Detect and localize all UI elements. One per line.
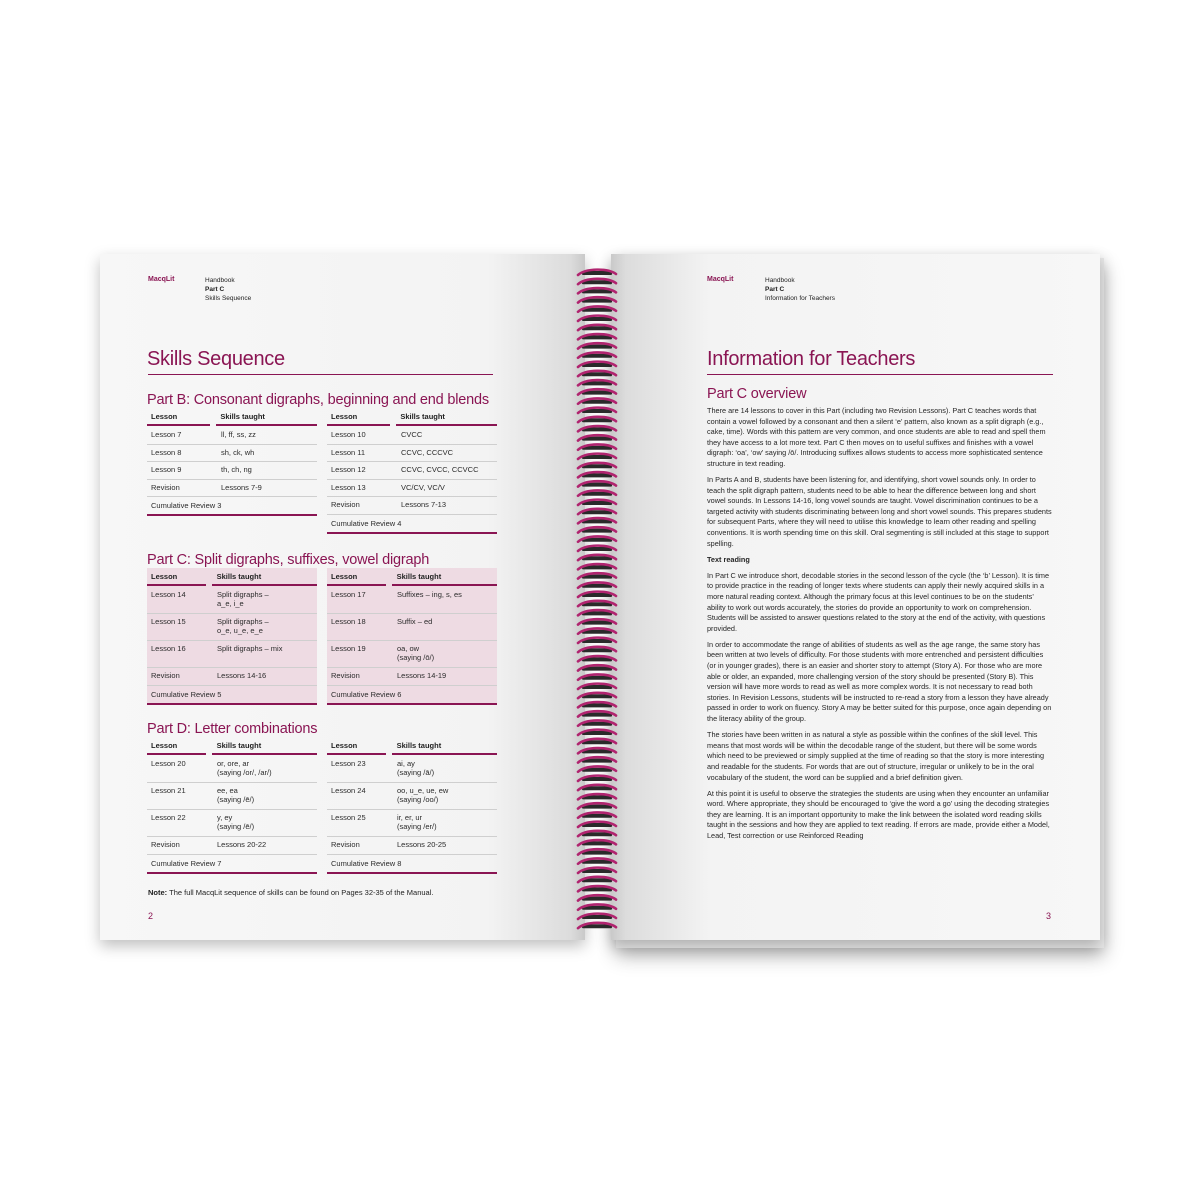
table-row <box>327 810 497 837</box>
spiral-coil <box>578 656 616 661</box>
spiral-coil <box>578 343 616 348</box>
spiral-coil <box>578 822 616 827</box>
lesson-cell: Lesson 21 <box>151 786 186 795</box>
spiral-coil <box>578 288 616 293</box>
running-head-line: Handbook <box>205 277 235 284</box>
column-header: Skills taught <box>400 411 445 421</box>
skills-table <box>147 568 317 705</box>
paragraph: In order to accommodate the range of abilities of students as well as the age range, the same story has been written at two levels of difficulty. For those students with more entrenched and persistent difficulties (or in younger grades), there is an easier and shorter story to attempt (Story A). For those who are more able or older, an expanded, more challenging version of the story should be presented (Story B). This version will have more words to read as well as more complex words. It is not necessary to read both stories. In Revision Lessons, students will be instructed to re-read a story from a lesson they have already passed in order to work on fluency. Story A may be better suited for this purpose, once again depending on the literacy ability of the group. <box>707 639 1052 724</box>
lesson-cell: Lesson 20 <box>151 759 186 768</box>
subheading: Text reading <box>707 554 750 564</box>
spiral-coil <box>578 619 616 624</box>
column-header: Skills taught <box>396 571 442 581</box>
skill-cell: oa, ow (saying /ō/) <box>397 644 435 662</box>
running-head-line: Information for Teachers <box>765 295 835 302</box>
skill-cell: Suffix – ed <box>397 617 433 626</box>
table-row <box>147 427 317 445</box>
lesson-cell: Lesson 23 <box>331 759 366 768</box>
spiral-coil <box>578 739 616 744</box>
spiral-coil <box>578 748 616 753</box>
skill-cell: oo, u_e, ue, ew (saying /oo/) <box>397 786 449 804</box>
lesson-cell: Lesson 19 <box>331 644 366 653</box>
skill-cell: th, ch, ng <box>221 465 252 474</box>
page-title: Information for Teachers <box>707 348 916 370</box>
skill-cell: CCVC, CVCC, CCVCC <box>401 465 479 474</box>
lesson-cell: Revision <box>331 500 360 509</box>
skill-cell: Split digraphs – a_e, i_e <box>217 590 269 608</box>
spiral-coil <box>578 895 616 900</box>
spiral-coil <box>578 711 616 716</box>
lesson-cell: Lesson 18 <box>331 617 366 626</box>
column-header: Lesson <box>331 411 358 421</box>
paragraph: In Part C we introduce short, decodable stories in the second lesson of the cycle (the ‘b’ Lesson). It is time to provide practice in the reading of longer texts where students can apply their newly acquired skills in a more natural reading context. Although the primary focus at this level continues to be on the students’ ability to work out words accurately, the stories do provide an opportunity to work on comprehension. Students will be assisted to answer questions related to the story at the end of the activity, with questions provided. <box>707 570 1050 633</box>
spiral-coil <box>578 849 616 854</box>
spiral-coil <box>578 398 616 403</box>
spiral-coil <box>578 417 616 422</box>
section-heading: Part D: Letter combinations <box>147 721 318 737</box>
table-row <box>327 668 497 686</box>
skill-cell: sh, ck, wh <box>221 447 255 457</box>
spiral-coil <box>578 500 616 505</box>
table-row <box>327 641 497 668</box>
spiral-coil <box>578 858 616 863</box>
paragraph: There are 14 lessons to cover in this Part (including two Revision Lessons). Part C teaches words that contain a vowel followed by a consonant and then a silent ‘e’ pattern, also known as a split digraph (e.g., cake, time). Words with this pattern are very common, and once students are able to read and spell them they have access to a lot more text. Part C then moves on to useful suffixes and finishes with a vowel digraph: ‘oa’, ‘ow’ saying /ō/. Introducing suffixes allows students to access more sophisticated sentence structure in text reading. <box>707 406 1046 468</box>
lesson-cell: Lesson 8 <box>151 447 182 457</box>
spiral-coil <box>578 730 616 735</box>
running-head-line: Skills Sequence <box>205 295 252 302</box>
skill-cell: ee, ea (saying /ē/) <box>217 786 255 804</box>
table-row <box>327 783 497 810</box>
skill-cell: y, ey (saying /ē/) <box>217 813 255 831</box>
lesson-cell: Lesson 16 <box>151 644 186 653</box>
table-row <box>147 756 317 783</box>
column-header: Lesson <box>151 740 178 750</box>
spiral-coil <box>578 426 616 431</box>
spiral-coil <box>578 720 616 725</box>
column-header: Skills taught <box>220 411 265 421</box>
table-row <box>147 810 317 837</box>
brand-logo: MacqLit <box>707 276 734 283</box>
spiral-coil <box>578 757 616 762</box>
table-row <box>327 497 497 515</box>
table-row <box>147 587 317 614</box>
spiral-coil <box>578 647 616 652</box>
spiral-coil <box>578 601 616 606</box>
table-header <box>147 568 317 584</box>
spiral-coil <box>578 573 616 578</box>
spiral-coil <box>578 389 616 394</box>
table-row <box>327 614 497 641</box>
spiral-coil <box>578 527 616 532</box>
title-rule <box>148 374 493 375</box>
table-row <box>147 783 317 810</box>
skill-cell: ll, ff, ss, zz <box>221 430 256 439</box>
spiral-coil <box>578 592 616 597</box>
spiral-coil <box>578 325 616 330</box>
spiral-coil <box>578 868 616 873</box>
column-header: Lesson <box>331 740 358 750</box>
running-head-line: Part C <box>205 286 225 293</box>
lesson-cell: Lesson 9 <box>151 465 182 474</box>
section-heading: Part C overview <box>707 386 807 402</box>
table-row <box>327 427 497 445</box>
spiral-coil <box>578 536 616 541</box>
cumulative-review: Cumulative Review 6 <box>327 686 497 705</box>
table-row <box>327 837 497 855</box>
skill-cell: or, ore, ar (saying /or/, /ar/) <box>217 759 272 777</box>
spiral-coil <box>578 693 616 698</box>
cumulative-review: Cumulative Review 4 <box>327 515 497 534</box>
left-page <box>100 254 585 940</box>
running-head-line: Part C <box>765 286 785 293</box>
spiral-coil <box>578 665 616 670</box>
spiral-coil <box>578 362 616 367</box>
spiral-coil <box>578 610 616 615</box>
section-heading: Part B: Consonant digraphs, beginning and end blends <box>147 392 489 408</box>
table-row <box>147 668 317 686</box>
skill-cell: ai, ay (saying /ā/) <box>397 759 435 777</box>
spiral-coil <box>578 785 616 790</box>
spiral-coil <box>578 444 616 449</box>
table-row <box>147 462 317 480</box>
column-header: Lesson <box>151 571 178 581</box>
footnote <box>148 888 433 897</box>
table-row <box>327 462 497 480</box>
spiral-coil <box>578 803 616 808</box>
column-header: Skills taught <box>216 740 262 750</box>
skill-cell: CCVC, CCCVC <box>401 447 454 457</box>
running-head <box>205 276 251 303</box>
column-header: Lesson <box>331 571 358 581</box>
skill-cell: CVCC <box>401 430 423 439</box>
skill-cell: Lessons 14-16 <box>217 671 267 680</box>
table-row <box>147 641 317 668</box>
lesson-cell: Lesson 7 <box>151 430 182 439</box>
page-title: Skills Sequence <box>147 348 285 370</box>
spiral-coil <box>578 435 616 440</box>
lesson-cell: Lesson 13 <box>331 482 366 492</box>
spiral-coil <box>578 316 616 321</box>
table-row <box>327 445 497 463</box>
table-header <box>327 568 497 584</box>
spiral-coil <box>578 776 616 781</box>
skill-cell: Suffixes – ing, s, es <box>397 590 462 599</box>
skill-cell: Lessons 14-19 <box>397 671 447 680</box>
note-text: The full MacqLit sequence of skills can be found on Pages 32-35 of the Manual. <box>167 888 434 897</box>
skill-cell: Lessons 20-22 <box>217 840 267 849</box>
skill-cell: Split digraphs – o_e, u_e, e_e <box>217 617 269 635</box>
spiral-coil <box>578 831 616 836</box>
table-row <box>327 587 497 614</box>
page-number: 2 <box>148 911 154 921</box>
section-heading: Part C: Split digraphs, suffixes, vowel digraph <box>147 552 430 568</box>
column-header: Skills taught <box>396 740 442 750</box>
skills-table <box>147 408 317 516</box>
lesson-cell: Lesson 25 <box>331 813 366 822</box>
spiral-coil <box>578 472 616 477</box>
spiral-coil <box>578 702 616 707</box>
spiral-coil <box>578 564 616 569</box>
spiral-coil <box>578 546 616 551</box>
spiral-coil <box>578 794 616 799</box>
skills-table <box>327 737 497 874</box>
lesson-cell: Lesson 12 <box>331 465 366 474</box>
spiral-coil <box>578 582 616 587</box>
spiral-coil <box>578 674 616 679</box>
cumulative-review: Cumulative Review 5 <box>147 686 317 705</box>
spiral-binding <box>572 254 622 940</box>
spiral-coil <box>578 380 616 385</box>
skills-table <box>147 737 317 874</box>
spiral-coil <box>578 481 616 486</box>
spiral-coil <box>578 628 616 633</box>
paragraph: In Parts A and B, students have been listening for, and identifying, short vowel sounds only. In order to teach the split digraph pattern, students need to be able to hear the difference between long and short vowel sounds. In Lessons 14-16, long vowel sounds are taught. Vowel discrimination continues to be a targeted activity with students discriminating between long and short vowel sounds. This prepares students for subsequent Parts, where they will need to utilise this knowledge to learn other reading and spelling conventions. It is worth spending time on this skill. Oral segmenting is still included at this stage to support spelling. <box>707 475 1052 548</box>
spiral-coil <box>578 518 616 523</box>
spiral-coil <box>578 297 616 302</box>
spiral-coil <box>578 638 616 643</box>
lesson-cell: Lesson 14 <box>151 590 186 599</box>
paragraph: At this point it is useful to observe the strategies the students are using when they encounter an unfamiliar word. Where appropriate, they should be encouraged to ‘give the word a go’ using the decoding strategies they are learning. It is an important opportunity to make the link between the isolated word reading skills taught in the sessions and how they are applied to text reading. If errors are made, provide either a Model, Lead, Test correction or use Reinforced Reading <box>707 788 1050 840</box>
spiral-coil <box>578 454 616 459</box>
skill-cell: VC/CV, VC/V <box>401 482 445 492</box>
table-row <box>327 480 497 498</box>
table-row <box>147 445 317 463</box>
spiral-coil <box>578 684 616 689</box>
skills-table <box>327 408 497 534</box>
spiral-coil <box>578 270 616 275</box>
skills-table <box>327 568 497 705</box>
spiral-coil <box>578 334 616 339</box>
lesson-cell: Lesson 17 <box>331 590 366 599</box>
spiral-coil <box>578 279 616 284</box>
table-row <box>147 837 317 855</box>
spiral-coil <box>578 555 616 560</box>
spiral-coil <box>578 923 616 928</box>
page-number: 3 <box>1046 911 1052 921</box>
body-text <box>707 406 1053 847</box>
lesson-cell: Lesson 11 <box>331 447 366 457</box>
skill-cell: Lessons 7-13 <box>401 500 447 509</box>
lesson-cell: Lesson 15 <box>151 617 186 626</box>
lesson-cell: Lesson 24 <box>331 786 366 795</box>
cumulative-review: Cumulative Review 3 <box>147 497 317 516</box>
paragraph: The stories have been written in as natural a style as possible within the confines of the skill level. This means that most words will be within the decodable range of the student, but there will be some words which need to be previewed or simply supplied at the time of reading so that the story is more interesting and readable for the students. For words that are out of structure, irregular or unlikely to be in the oral vocabulary of the student, the word can be supplied and a brief definition given. <box>707 730 1045 782</box>
lesson-cell: Revision <box>331 671 360 680</box>
spiral-coil <box>578 914 616 919</box>
column-header: Lesson <box>151 411 178 421</box>
running-head-line: Handbook <box>765 277 795 284</box>
spiral-coil <box>578 408 616 413</box>
spiral-coil <box>578 371 616 376</box>
table-header <box>327 737 497 753</box>
table-row <box>147 614 317 641</box>
spiral-coil <box>578 490 616 495</box>
cumulative-review: Cumulative Review 7 <box>147 855 317 874</box>
spiral-coil <box>578 463 616 468</box>
spiral-coil <box>578 509 616 514</box>
spiral-coil <box>578 766 616 771</box>
lesson-cell: Revision <box>331 840 360 849</box>
table-row <box>327 756 497 783</box>
table-row <box>147 480 317 498</box>
spiral-coil <box>578 886 616 891</box>
column-header: Skills taught <box>216 571 262 581</box>
brand-logo: MacqLit <box>148 276 175 283</box>
right-page <box>611 254 1100 940</box>
cumulative-review: Cumulative Review 8 <box>327 855 497 874</box>
spiral-coil <box>578 306 616 311</box>
skill-cell: Lessons 20-25 <box>397 840 447 849</box>
lesson-cell: Revision <box>151 671 180 680</box>
spiral-coil <box>578 877 616 882</box>
skill-cell: Lessons 7-9 <box>221 482 262 492</box>
table-header <box>147 408 317 424</box>
skill-cell: ir, er, ur (saying /er/) <box>397 813 437 831</box>
spiral-coil <box>578 352 616 357</box>
lesson-cell: Revision <box>151 482 180 492</box>
lesson-cell: Lesson 22 <box>151 813 186 822</box>
table-header <box>327 408 497 424</box>
spiral-coil <box>578 840 616 845</box>
lesson-cell: Lesson 10 <box>331 430 366 439</box>
running-head <box>765 276 835 303</box>
table-header <box>147 737 317 753</box>
title-rule <box>707 374 1053 375</box>
lesson-cell: Revision <box>151 840 180 849</box>
spiral-coil <box>578 812 616 817</box>
spiral-coil <box>578 904 616 909</box>
skill-cell: Split digraphs – mix <box>217 644 283 653</box>
note-label: Note: <box>148 888 168 897</box>
